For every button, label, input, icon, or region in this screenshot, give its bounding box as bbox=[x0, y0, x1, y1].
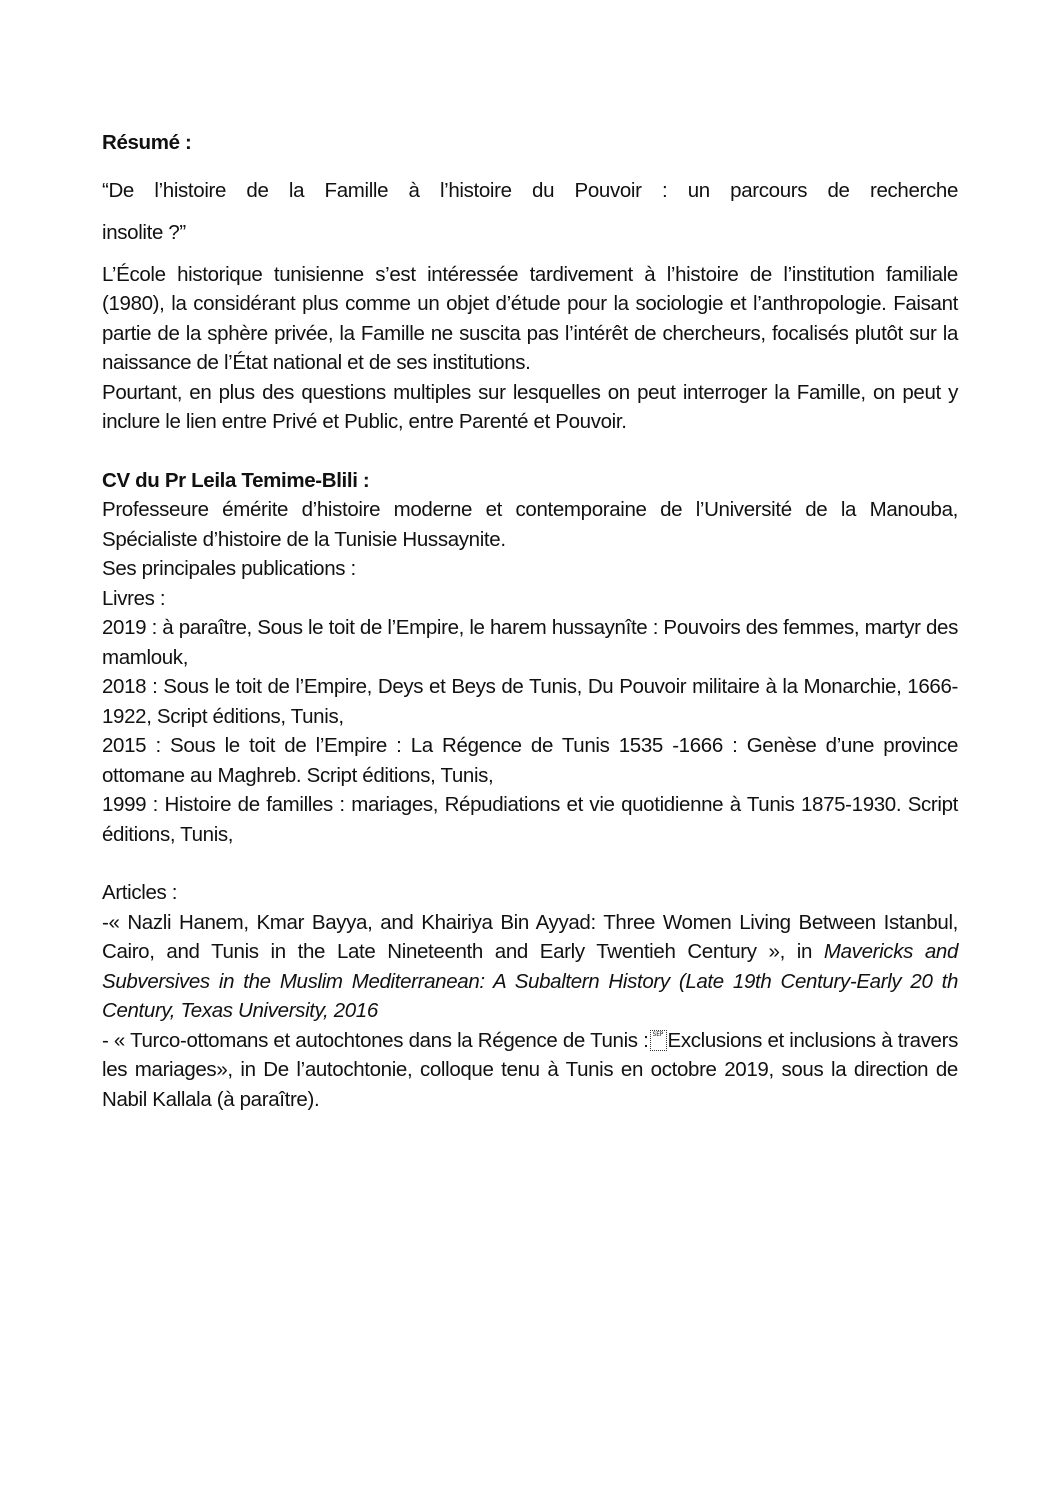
publications-label: Ses principales publications : bbox=[102, 557, 356, 580]
article-1-source: Mavericks and Subversives in the Muslim Mediterranean: A Subaltern History (Late 19th Century-Early 20 th Century, Texas University, 2016 bbox=[102, 940, 959, 1022]
books-label: Livres : bbox=[102, 586, 166, 610]
talk-title-line2: insolite ?” bbox=[102, 221, 186, 244]
resume-heading: Résumé : bbox=[102, 131, 192, 154]
book-item: 1999 : Histoire de familles : mariages, Répudiations et vie quotidienne à Tunis 1875-1930. Script éditions, Tunis, bbox=[102, 793, 958, 846]
book-item: 2015 : Sous le toit de l’Empire : La Régence de Tunis 1535 -1666 : Genèse d’une province ottomane au Maghreb. Script éditions, Tunis, bbox=[102, 734, 958, 787]
articles-label: Articles : bbox=[102, 881, 178, 904]
book-item: 2019 : à paraître, Sous le toit de l’Empire, le harem hussaynîte : Pouvoirs des femmes, martyr des mamlouk, bbox=[102, 616, 958, 669]
article-2-text-end: Exclusions et inclusions à travers les mariages», in De l’autochtonie, colloque tenu à Tunis en octobre 2019, sous la direction de Nabil Kallala (à paraître). bbox=[102, 1028, 958, 1111]
cv-heading: CV du Pr Leila Temime-Blili : bbox=[102, 468, 370, 492]
document-page bbox=[102, 128, 958, 1114]
article-2-text-start: - « Turco-ottomans et autochtones dans la Régence de Tunis : bbox=[102, 1028, 649, 1052]
article-item-1 bbox=[102, 908, 958, 1026]
book-item: 2018 : Sous le toit de l’Empire, Deys et Beys de Tunis, Du Pouvoir militaire à la Monarchie, 1666-1922, Script éditions, Tunis, bbox=[102, 675, 958, 728]
resume-paragraph-2: Pourtant, en plus des questions multiples sur lesquelles on peut interroger la Famille, on peut y inclure le lien entre Privé et Public, entre Parenté et Pouvoir. bbox=[102, 380, 958, 433]
cv-intro: Professeure émérite d’histoire moderne et contemporaine de l’Université de la Manouba, Spécialiste d’histoire de la Tunisie Hussaynite. bbox=[102, 498, 958, 551]
talk-title-line1: “De l’histoire de la Famille à l’histoire du Pouvoir : un parcours de recherche bbox=[102, 178, 958, 202]
article-1-text: -« Nazli Hanem, Kmar Bayya, and Khairiya Bin Ayyad: Three Women Living Between Istanbul, Cairo, and Tunis in the Late Nineteenth and Early Twentieh Century », in bbox=[102, 910, 958, 963]
resume-paragraph-1: L’École historique tunisienne s’est intéressée tardivement à l’histoire de l’institution familiale (1980), la considérant plus comme un objet d’étude pour la sociologie et l’anthropologie. Faisant partie de la sphère privée, la Famille ne suscita pas l’intérêt de chercheurs, focalisés plutôt sur la naissance de l’État national et de ses institutions. bbox=[102, 262, 958, 374]
separator-glyph-icon: SEP bbox=[650, 1030, 667, 1051]
article-item-2 bbox=[102, 1026, 958, 1115]
